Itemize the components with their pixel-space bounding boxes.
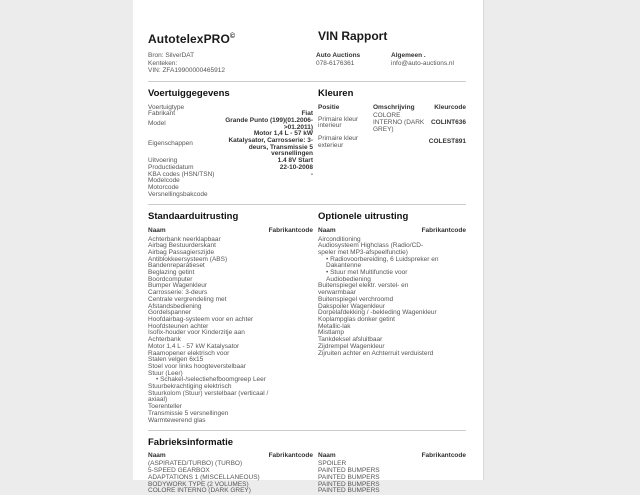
brand-name: AutotelexPRO: [148, 32, 230, 46]
equipment-item-name: Stuur (Leer): [148, 369, 183, 377]
color-position: Primaire kleur interieur: [318, 115, 359, 130]
factory-item: [318, 488, 466, 495]
colors-table-header: [318, 105, 466, 112]
equipment-item: [148, 418, 313, 425]
color-code: COLEST891: [428, 138, 466, 146]
field-label: Versnellingsbakcode: [148, 190, 208, 198]
factory-item-name: PAINTED BUMPERS: [318, 487, 380, 495]
factory-item: [148, 488, 313, 495]
equipment-item-name: • Schakel-/selectiehefboomgreep Leer: [156, 376, 266, 384]
factory-item-name: ADAPTATIONS 1 (MISCELLANEOUS): [148, 473, 260, 481]
equipment-item: [318, 257, 466, 270]
field-value: 22-10-2008: [279, 163, 313, 171]
equipment-item-name: Dakspoiler Wagenkleur: [318, 302, 385, 310]
color-position: Primaire kleur exterieur: [318, 134, 359, 149]
equipment-item: [318, 270, 466, 283]
factory-item-name: PAINTED BUMPERS: [318, 467, 380, 475]
header-meta-row: [148, 52, 466, 75]
vehicle-field-row: [148, 131, 313, 158]
divider: [148, 430, 466, 431]
factory-info-left: [148, 453, 313, 495]
optional-equipment-section: [318, 205, 466, 357]
vehicle-field-row: [148, 118, 313, 131]
equipment-item: [148, 391, 313, 404]
equipment-item-name: Stalen velgen 6x15: [148, 356, 204, 364]
equipment-item-name: Stoel voor links hoogteverstelbaar: [148, 362, 246, 370]
vehicle-fields: [148, 105, 313, 199]
contact-company-col: [316, 52, 391, 75]
factory-info-section: [148, 438, 466, 495]
standard-equipment-header: [148, 228, 313, 235]
vin-report-page: [133, 0, 484, 495]
column-header-fabrikantcode: Fabrikantcode: [421, 452, 466, 460]
colors-section-title: Kleuren: [318, 87, 354, 99]
equipment-item-name: Zijdrempel Wagenkleur: [318, 342, 385, 350]
standard-equipment-title: Standaarduitrusting: [148, 211, 239, 223]
equipment-item-name: Transmissie 5 versnellingen: [148, 409, 229, 417]
vehicle-field-row: [148, 192, 313, 199]
contact-general-col: [391, 52, 466, 75]
optional-equipment-list: [318, 237, 466, 358]
equipment-item-name: Stuurbekrachtiging elektrisch: [148, 383, 232, 391]
equipment-item-name: Stuurkolom (Stuur) verstelbaar (verticaal / axiaal): [148, 389, 269, 404]
color-row: [318, 136, 466, 149]
field-label: Model: [148, 120, 166, 128]
report-title: VIN Rapport: [318, 29, 388, 43]
meta-line: Bron: SilverDAT: [148, 52, 195, 59]
contact-block: [316, 52, 466, 75]
standard-equipment-section: [148, 205, 313, 424]
equipment-item-name: Beglazing getint: [148, 269, 195, 277]
equipment-item-name: Motor 1,4 L - 57 kW Katalysator: [148, 342, 240, 350]
equipment-item: [148, 297, 313, 310]
field-value: 1.4 8V Start: [277, 157, 313, 165]
factory-item-name: (ASPIRATED/TURBO) (TURBO): [148, 460, 243, 468]
equipment-item: [148, 330, 313, 343]
field-label: KBA codes (HSN/TSN): [148, 170, 215, 178]
equipment-item-name: Buitenspiegel elektr. verstel- en verwarmbaar: [318, 282, 409, 297]
standard-equipment-list: [148, 237, 313, 425]
meta-line: VIN: ZFA19900000465912: [148, 67, 225, 74]
column-header-naam: Naam: [318, 227, 336, 235]
factory-info-header: [318, 453, 466, 460]
equipment-section: [148, 205, 466, 424]
equipment-item: [318, 351, 466, 358]
factory-info-header: [148, 453, 313, 460]
color-row: [318, 113, 466, 133]
equipment-item-name: Dorpelafdekking / -bekleding Wagenkleur: [318, 309, 437, 317]
equipment-item-name: Toerenteller: [148, 403, 182, 411]
field-label: Eigenschappen: [148, 140, 193, 148]
equipment-item-name: Metallic-lak: [318, 322, 351, 330]
equipment-item-name: Hoofdairbag-systeem voor en achter: [148, 315, 254, 323]
field-value: -: [310, 170, 313, 178]
factory-info-columns: [148, 453, 466, 495]
equipment-item-name: Tankdeksel afsluitbaar: [318, 336, 383, 344]
field-value: Fiat: [301, 110, 313, 118]
vehicle-data-section: [148, 82, 313, 199]
brand-logo: [148, 30, 318, 46]
factory-item-name: COLORE INTERNO (DARK GREY): [148, 487, 251, 495]
equipment-item-name: Centrale vergrendeling met Afstandsbediening: [148, 295, 227, 310]
equipment-item: [318, 243, 466, 256]
equipment-item-name: Raamopener elektrisch voor: [148, 349, 230, 357]
equipment-item-name: Airbag Bestuurderskant: [148, 242, 216, 250]
factory-item-name: BODYWORK TYPE (2 VOLUMES): [148, 480, 249, 488]
equipment-item-name: Carrosserie: 3-deurs: [148, 289, 208, 297]
colors-table-body: [318, 113, 466, 149]
factory-info-title: Fabrieksinformatie: [148, 437, 233, 449]
factory-info-right: [318, 453, 466, 495]
factory-item-name: 5-SPEED GEARBOX: [148, 467, 210, 475]
equipment-item-name: Boordcomputer: [148, 275, 193, 283]
equipment-item-name: Antiblokkeersysteem (ABS): [148, 255, 228, 263]
field-label: Motorcode: [148, 183, 179, 191]
column-header-fabrikantcode: Fabrikantcode: [268, 227, 313, 235]
equipment-item-name: Airbag Passagierszijde: [148, 248, 215, 256]
equipment-item-name: Mistlamp: [318, 329, 345, 337]
meta-line: Kenteken:: [148, 59, 178, 67]
equipment-item-name: Audiosysteem Highclass (Radio/CD-speler met MP3-afspeelfunctie): [318, 242, 424, 256]
equipment-item-name: Zijruiten achter en Achterruit verduisterd: [318, 349, 434, 357]
vehicle-meta-block: [148, 52, 316, 75]
field-label: Productiedatum: [148, 163, 194, 171]
equipment-item-name: Gordelspanner: [148, 309, 191, 317]
field-label: Voertuigtype: [148, 103, 185, 111]
vehicle-and-colors-section: [148, 82, 466, 199]
field-label: Fabrikant: [148, 110, 176, 118]
equipment-item-name: Achterbank neerklapbaar: [148, 235, 221, 243]
factory-info-left-list: [148, 461, 313, 495]
factory-item-name: SPOILER: [318, 460, 347, 468]
color-code: COLINT636: [430, 118, 466, 126]
field-value: Grande Punto (199)(01.2006->01.2011): [225, 116, 313, 131]
equipment-item-name: Isofix-houder voor Kinderzitje aan Achterbank: [148, 329, 245, 344]
column-header-naam: Naam: [148, 227, 166, 235]
colors-section: [318, 82, 466, 152]
column-header-kleurcode: Kleurcode: [434, 103, 466, 111]
contact-general-label: Algemeen .: [391, 52, 426, 59]
field-label: Modelcode: [148, 177, 180, 185]
factory-item-name: PAINTED BUMPERS: [318, 480, 380, 488]
equipment-item-name: Hoofdsteunen achter: [148, 322, 209, 330]
factory-item-name: PAINTED BUMPERS: [318, 473, 380, 481]
equipment-item-name: Buitenspiegel verchroomd: [318, 295, 394, 303]
contact-email: info@auto-auctions.nl: [391, 59, 454, 67]
equipment-item: [318, 283, 466, 296]
column-header-naam: Naam: [148, 452, 166, 460]
equipment-item-name: Bumper Wagenkleur: [148, 282, 208, 290]
equipment-item-name: • Radiovoorbereiding, 6 Luidspreker en Dakantenne: [326, 255, 439, 270]
contact-phone: 078-6176361: [316, 59, 355, 67]
copyright-mark: ©: [229, 33, 236, 40]
report-header: [148, 30, 466, 46]
field-label: Uitvoering: [148, 157, 178, 165]
equipment-item-name: Bandenreparatieset: [148, 262, 205, 270]
optional-equipment-title: Optionele uitrusting: [318, 211, 409, 223]
column-header-naam: Naam: [318, 452, 336, 460]
equipment-item-name: • Stuur met Multifunctie voor Audiobediening: [326, 269, 408, 283]
equipment-item-name: Airconditioning: [318, 235, 361, 243]
equipment-item-name: Warmtewerend glas: [148, 416, 206, 424]
equipment-item-name: Koplampglas donker getint: [318, 315, 395, 323]
color-description: COLORE INTERNO (DARK GREY): [372, 112, 425, 133]
optional-equipment-header: [318, 228, 466, 235]
factory-info-right-list: [318, 461, 466, 495]
field-value: Motor 1,4 L - 57 kW Katalysator, Carrosserie: 3-deurs, Transmissie 5 versnellingen: [228, 130, 313, 158]
column-header-fabrikantcode: Fabrikantcode: [421, 227, 466, 235]
column-header-positie: Positie: [318, 103, 340, 111]
column-header-fabrikantcode: Fabrikantcode: [268, 452, 313, 460]
contact-company: Auto Auctions: [316, 52, 361, 59]
column-header-omschrijving: Omschrijving: [373, 103, 415, 111]
vehicle-section-title: Voertuiggegevens: [148, 87, 230, 99]
